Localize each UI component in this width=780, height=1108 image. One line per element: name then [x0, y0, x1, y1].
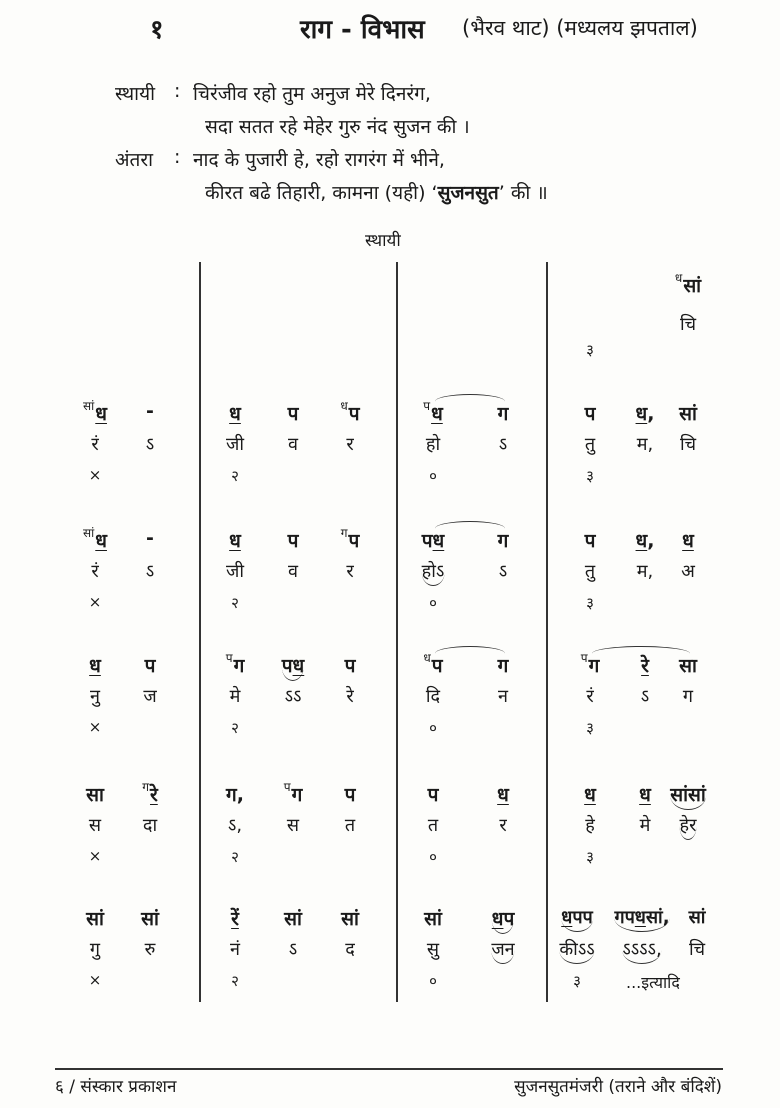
swar-segment: गप [614, 907, 635, 928]
swar-note [682, 527, 694, 553]
meend-arc [435, 394, 505, 409]
swar-segment: प [503, 908, 515, 930]
swar-segment: सां [679, 403, 697, 425]
swar-segment: सां [683, 275, 702, 297]
swar-note [341, 527, 360, 553]
lyric-syllable: म, [636, 561, 654, 582]
swar-note [585, 400, 596, 426]
lyric-syllable: अ [681, 561, 695, 582]
swar-note [146, 400, 154, 422]
swar-note [146, 527, 154, 549]
tala-mark: ३ [586, 594, 594, 612]
tala-mark: × [88, 847, 102, 865]
lyric-syllable: चि [679, 434, 697, 455]
tala-mark: × [88, 971, 102, 989]
swar-segment: , [647, 403, 655, 425]
komal-swar: ध [635, 403, 648, 425]
meend-arc [435, 646, 505, 661]
swar-note [229, 400, 241, 426]
poem-sep: : [174, 80, 181, 102]
swar-segment: सां, [645, 907, 670, 928]
tala-mark: ३ [573, 972, 581, 990]
poem-label-antara: अंतरा [115, 149, 154, 171]
swar-note [89, 652, 101, 678]
komal-swar: ध [431, 403, 443, 425]
swar-segment: सा [86, 784, 104, 806]
swar-note [229, 527, 241, 553]
poem-sep: : [174, 146, 181, 168]
lyric-syllable: द [345, 939, 355, 960]
komal-swar: ध [95, 530, 107, 552]
swar-segment: प [144, 655, 156, 677]
tala-mark: ० [429, 719, 437, 737]
meend-arc [435, 521, 505, 536]
komal-swar: ध [639, 784, 651, 806]
vibhag-divider [396, 262, 398, 1002]
lyric-syllable: व [287, 434, 299, 455]
komal-swar: रें [231, 908, 239, 930]
swar-segment: प [584, 530, 596, 552]
poem-text: कीरत बढे तिहारी, कामना (यही) ‘ [205, 182, 438, 204]
swar-note [492, 905, 514, 934]
lyric-syllable: मे [229, 686, 241, 707]
swar-segment: प [344, 655, 356, 677]
swar-segment: प [281, 655, 293, 677]
swar-note [497, 781, 509, 807]
lyric-syllable: ऽ, [227, 815, 243, 836]
swar-note [636, 400, 655, 426]
swar-note [345, 652, 356, 678]
swar-note [282, 652, 304, 681]
kan-swar: प [580, 651, 588, 665]
lyric-syllable: स [88, 815, 102, 836]
tala-mark: ० [429, 972, 437, 990]
poem-text: ’ की ॥ [498, 182, 548, 204]
kan-swar: ग [340, 526, 348, 540]
tala-mark: × [88, 718, 102, 736]
ityadi-text: ...इत्यादि [626, 973, 680, 992]
tala-mark: २ [231, 848, 239, 866]
kan-swar: ध [674, 271, 683, 285]
notation-heading: स्थायी [365, 231, 401, 251]
swar-segment: सां [141, 908, 159, 930]
swar-note [145, 652, 156, 678]
komal-swar: ध [229, 403, 241, 425]
swar-segment: प [348, 530, 360, 552]
komal-swar: ध [634, 907, 646, 928]
poem-label-sthayi: स्थायी [115, 83, 156, 105]
swar-segment: सां [86, 908, 104, 930]
swar-note [424, 905, 442, 931]
komal-swar: ध [89, 655, 101, 677]
komal-swar: ध [432, 530, 445, 552]
swar-note [231, 905, 239, 931]
lyric-syllable: रं [91, 561, 99, 582]
lyric-syllable: ज [143, 686, 157, 707]
komal-swar: ध [635, 530, 648, 552]
lyric-syllable: रं [586, 686, 594, 707]
swar-segment: सां [688, 907, 706, 928]
lyric-syllable: म, [636, 434, 654, 455]
lyric-syllable: नं [230, 939, 240, 960]
swar-note [83, 527, 107, 553]
tala-mark: ३ [586, 467, 594, 485]
swar-note [142, 781, 158, 807]
vibhag-divider [546, 262, 548, 1002]
lyric-syllable: हे [585, 815, 595, 836]
kan-swar: सां [83, 526, 95, 540]
komal-swar: रे [641, 655, 649, 677]
swar-note [584, 781, 596, 807]
lyric-syllable: व [287, 561, 299, 582]
swar-note [345, 781, 356, 807]
poem-line: चिरंजीव रहो तुम अनुज मेरे दिनरंग, [193, 83, 431, 105]
lyric-syllable: जी [225, 561, 245, 582]
lyric-syllable: हेर [680, 813, 697, 840]
komal-swar: ध [682, 530, 694, 552]
page-section-number: १ [150, 15, 164, 45]
lyric-syllable: त [344, 815, 356, 836]
swar-segment: ग [233, 655, 245, 677]
komal-swar: ध [229, 530, 241, 552]
lyric-syllable: दा [142, 815, 158, 836]
lyric-syllable: न [498, 686, 508, 707]
swar-note [284, 905, 302, 931]
swar-segment: ग [497, 530, 509, 552]
tala-mark: ३ [586, 341, 594, 359]
lyric-syllable: रु [144, 939, 156, 960]
tala-mark: ० [429, 594, 437, 612]
swar-segment: सा [679, 655, 697, 677]
poem-line [205, 179, 548, 205]
tala-mark: २ [231, 719, 239, 737]
lyric-syllable: त [427, 815, 439, 836]
komal-swar: ध [95, 403, 107, 425]
swar-segment: प [287, 530, 299, 552]
lyric-syllable: ग [682, 686, 694, 707]
poem-line: सदा सतत रहे मेहेर गुरु नंद सुजन की । [205, 116, 470, 138]
swar-note [86, 781, 104, 807]
swar-segment: प [584, 403, 596, 425]
swar-note [83, 400, 107, 426]
swar-segment: - [146, 527, 154, 549]
kan-swar: ध [423, 651, 431, 665]
lyric-syllable: जन [491, 937, 514, 964]
lyric-syllable: ऽ [145, 561, 155, 582]
lyric-syllable: तु [584, 561, 596, 582]
swar-segment: सां [341, 908, 359, 930]
tala-mark: ० [429, 848, 437, 866]
swar-note [428, 781, 439, 807]
lyric-syllable: चि [688, 939, 706, 960]
tala-mark: ३ [586, 848, 594, 866]
swar-note [679, 400, 697, 426]
swar-segment: ग [291, 784, 303, 806]
lyric-syllable: कीऽऽ [559, 937, 594, 964]
kan-swar: सां [83, 399, 95, 413]
lyric-syllable: दि [425, 686, 441, 707]
footer-page-publisher: ६ / संस्कार प्रकाशन [55, 1077, 177, 1097]
komal-swar: ध [292, 655, 305, 677]
swar-note [340, 400, 359, 426]
lyric-syllable: र [346, 561, 354, 582]
komal-swar: ध [491, 908, 504, 930]
swar-segment: प [427, 784, 439, 806]
komal-swar: ध [497, 784, 509, 806]
poem-line: नाद के पुजारी हे, रहो रागरंग में भीने, [193, 149, 445, 171]
swar-note [341, 905, 359, 931]
swar-segment: प [421, 530, 433, 552]
lyric-syllable: गु [89, 939, 101, 960]
lyric-syllable: ऽ [498, 434, 508, 455]
swar-segment: प [431, 655, 443, 677]
meend-arc [592, 646, 690, 661]
lyric-syllable: र [346, 434, 354, 455]
tala-mark: २ [231, 594, 239, 612]
swar-segment: ग, [226, 784, 244, 806]
lyric-syllable: जी [225, 434, 245, 455]
swar-segment: ग [497, 403, 509, 425]
poem-bold-text: सुजनसुत [437, 182, 499, 204]
footer-book-title: सुजनसुतमंजरी (तराने और बंदिशें) [514, 1077, 722, 1097]
lyric-syllable: ऽऽऽऽ, [622, 937, 661, 964]
swar-segment: , [647, 530, 655, 552]
kan-swar: ग [142, 780, 149, 794]
tala-mark: ० [429, 467, 437, 485]
kan-swar: प [423, 399, 431, 413]
swar-segment: ग [497, 655, 509, 677]
footer-divider [55, 1068, 723, 1070]
tala-mark: २ [231, 972, 239, 990]
swar-segment: पप [572, 907, 593, 928]
swar-segment: प [348, 403, 360, 425]
lyric-syllable: स [286, 815, 300, 836]
swar-note [675, 272, 701, 298]
swar-segment: प [344, 784, 356, 806]
swar-segment: - [146, 400, 154, 422]
swar-segment: सां [424, 908, 442, 930]
swar-segment: ग [588, 655, 600, 677]
kan-swar: ध [340, 399, 348, 413]
swar-note [670, 781, 706, 810]
swar-note [636, 527, 655, 553]
swar-note [226, 652, 245, 678]
lyric-syllable: रे [346, 686, 354, 707]
lyric-syllable: र [499, 815, 507, 836]
lyric-syllable: तु [584, 434, 596, 455]
kan-swar: प [283, 780, 291, 794]
swar-note [141, 905, 159, 931]
tala-mark: × [88, 466, 102, 484]
swar-note [614, 905, 669, 932]
lyric-syllable: ऽ [640, 686, 650, 707]
lyric-syllable: सु [426, 939, 440, 960]
swar-segment: सां [284, 908, 302, 930]
lyric-syllable: ऽ [145, 434, 155, 455]
swar-note [689, 905, 706, 929]
lyric-syllable: ऽ [498, 561, 508, 582]
lyric-syllable: ऽऽ [284, 686, 302, 707]
swar-note [288, 400, 299, 426]
swar-note [585, 527, 596, 553]
swar-note [288, 527, 299, 553]
komal-swar: रे [149, 784, 158, 806]
lyric-syllable: नु [90, 686, 100, 707]
kan-swar: प [225, 651, 233, 665]
raag-title: राग - विभास [300, 15, 425, 45]
swar-note [284, 781, 303, 807]
swar-segment: प [287, 403, 299, 425]
lyric-syllable: ऽ [288, 939, 298, 960]
tala-mark: २ [231, 467, 239, 485]
lyric-syllable: रं [91, 434, 99, 455]
swar-note [561, 905, 593, 932]
lyric-syllable: मे [639, 815, 651, 836]
swar-note [226, 781, 244, 807]
lyric-syllable: होऽ [422, 559, 445, 586]
swar-note [86, 905, 104, 931]
tala-mark: ३ [586, 719, 594, 737]
swar-segment: सांसां [670, 784, 706, 806]
raag-details: (भैरव थाट) (मध्यलय झपताल) [462, 16, 698, 40]
lyric-syllable: हो [425, 434, 441, 455]
komal-swar: ध [561, 907, 573, 928]
komal-swar: ध [584, 784, 596, 806]
tala-mark: × [88, 593, 102, 611]
vibhag-divider [199, 262, 201, 1002]
swar-note [639, 781, 651, 807]
lyric-syllable: चि [679, 314, 697, 335]
